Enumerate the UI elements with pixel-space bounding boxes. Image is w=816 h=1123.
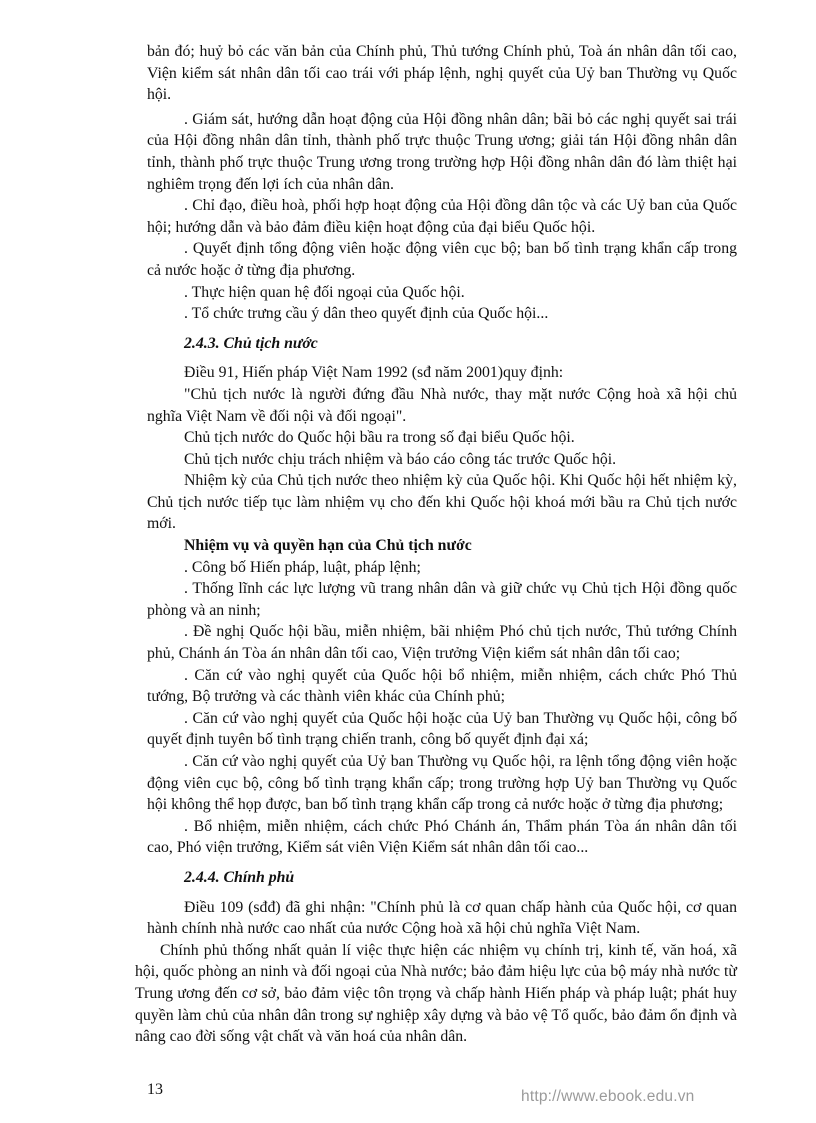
paragraph: Điều 91, Hiến pháp Việt Nam 1992 (sđ năm 2001)quy định:: [184, 364, 564, 382]
list-item: . Công bố Hiến pháp, luật, pháp lệnh;: [184, 558, 421, 576]
list-item: . Bổ nhiệm, miễn nhiệm, cách chức Phó Chánh án, Thẩm phán Tòa án nhân dân tối cao, Phó viện trưởng, Kiểm sát viên Viện Kiểm sát nhân dân tối cao...: [147, 817, 737, 857]
section-heading: 2.4.3. Chủ tịch nước: [184, 334, 318, 352]
footer-url: http://www.ebook.edu.vn: [521, 1088, 695, 1105]
subsection-heading: Nhiệm vụ và quyền hạn của Chủ tịch nước: [184, 537, 472, 555]
list-item: . Thống lĩnh các lực lượng vũ trang nhân dân và giữ chức vụ Chủ tịch Hội đồng quốc phòng và an ninh;: [147, 580, 737, 619]
list-item: . Căn cứ vào nghị quyết của Quốc hội hoặc của Uỷ ban Thường vụ Quốc hội, công bố quyết định tuyên bố tình trạng chiến tranh, công bố quyết định đại xá;: [147, 709, 737, 749]
paragraph: . Giám sát, hướng dẫn hoạt động của Hội đồng nhân dân; bãi bỏ các nghị quyết sai trái của Hội đồng nhân dân tỉnh, thành phố trực thuộc Trung ương; giải tán Hội đồng nhân dân tỉnh, thành phố trực thuộc Trung ương trong trường hợp Hội đồng nhân dân đó làm thiệt hại nghiêm trọng đến lợi ích của nhân dân.: [147, 110, 737, 193]
paragraph: Chính phủ thống nhất quản lí việc thực hiện các nhiệm vụ chính trị, kinh tế, văn hoá, xã hội, quốc phòng an ninh và đối ngoại của Nhà nước; bảo đảm hiệu lực của bộ máy nhà nước từ Trung ương đến cơ sở, bảo đảm việc tôn trọng và chấp hành Hiến pháp và pháp luật; phát huy quyền làm chủ của nhân dân trong sự nghiệp xây dựng và bảo vệ Tổ quốc, bảo đảm ổn định và nâng cao đời sống vật chất và văn hoá của nhân dân.: [135, 941, 737, 1046]
document-body: [135, 41, 737, 1048]
paragraph: . Chỉ đạo, điều hoà, phối hợp hoạt động của Hội đồng dân tộc và các Uỷ ban của Quốc hội; hướng dẫn và bảo đảm điều kiện hoạt động của đại biểu Quốc hội.: [147, 197, 737, 236]
paragraph: . Thực hiện quan hệ đối ngoại của Quốc hội.: [184, 283, 465, 301]
paragraph: Chủ tịch nước do Quốc hội bầu ra trong số đại biểu Quốc hội.: [184, 429, 575, 447]
section-heading: 2.4.4. Chính phủ: [184, 868, 295, 886]
paragraph: Điều 109 (sđđ) đã ghi nhận: "Chính phủ là cơ quan chấp hành của Quốc hội, cơ quan hành chính nhà nước cao nhất của nước Cộng hoà xã hội chủ nghĩa Việt Nam.: [147, 898, 737, 938]
paragraph: bản đó; huỷ bỏ các văn bản của Chính phủ, Thủ tướng Chính phủ, Toà án nhân dân tối cao, Viện kiểm sát nhân dân tối cao trái với pháp lệnh, nghị quyết của Uỷ ban Thường vụ Quốc hội.: [147, 43, 737, 104]
paragraph: "Chủ tịch nước là người đứng đầu Nhà nước, thay mặt nước Cộng hoà xã hội chủ nghĩa Việt Nam về đối nội và đối ngoại".: [147, 385, 737, 425]
list-item: . Căn cứ vào nghị quyết của Uỷ ban Thường vụ Quốc hội, ra lệnh tổng động viên hoặc động viên cục bộ, công bố tình trạng khẩn cấp; trong trường hợp Uỷ ban Thường vụ Quốc hội không thể họp được, ban bố tình trạng khẩn cấp trong cả nước hoặc ở từng địa phương;: [147, 753, 737, 814]
paragraph: . Quyết định tổng động viên hoặc động viên cục bộ; ban bố tình trạng khẩn cấp trong cả nước hoặc ở từng địa phương.: [147, 240, 737, 279]
list-item: . Căn cứ vào nghị quyết của Quốc hội bổ nhiệm, miễn nhiệm, cách chức Phó Thủ tướng, Bộ trưởng và các thành viên khác của Chính phủ;: [147, 666, 737, 706]
paragraph: . Tổ chức trưng cầu ý dân theo quyết định của Quốc hội...: [184, 305, 549, 323]
paragraph: Nhiệm kỳ của Chủ tịch nước theo nhiệm kỳ của Quốc hội. Khi Quốc hội hết nhiệm kỳ, Chủ tịch nước tiếp tục làm nhiệm vụ cho đến khi Quốc hội khoá mới bầu ra Chủ tịch nước mới.: [147, 472, 737, 533]
page-number: 13: [147, 1081, 163, 1098]
list-item: . Đề nghị Quốc hội bầu, miễn nhiệm, bãi nhiệm Phó chủ tịch nước, Thủ tướng Chính phủ, Chánh án Tòa án nhân dân tối cao, Viện trưởng Viện kiểm sát nhân dân tối cao;: [147, 623, 737, 663]
paragraph: Chủ tịch nước chịu trách nhiệm và báo cáo công tác trước Quốc hội.: [184, 450, 617, 468]
